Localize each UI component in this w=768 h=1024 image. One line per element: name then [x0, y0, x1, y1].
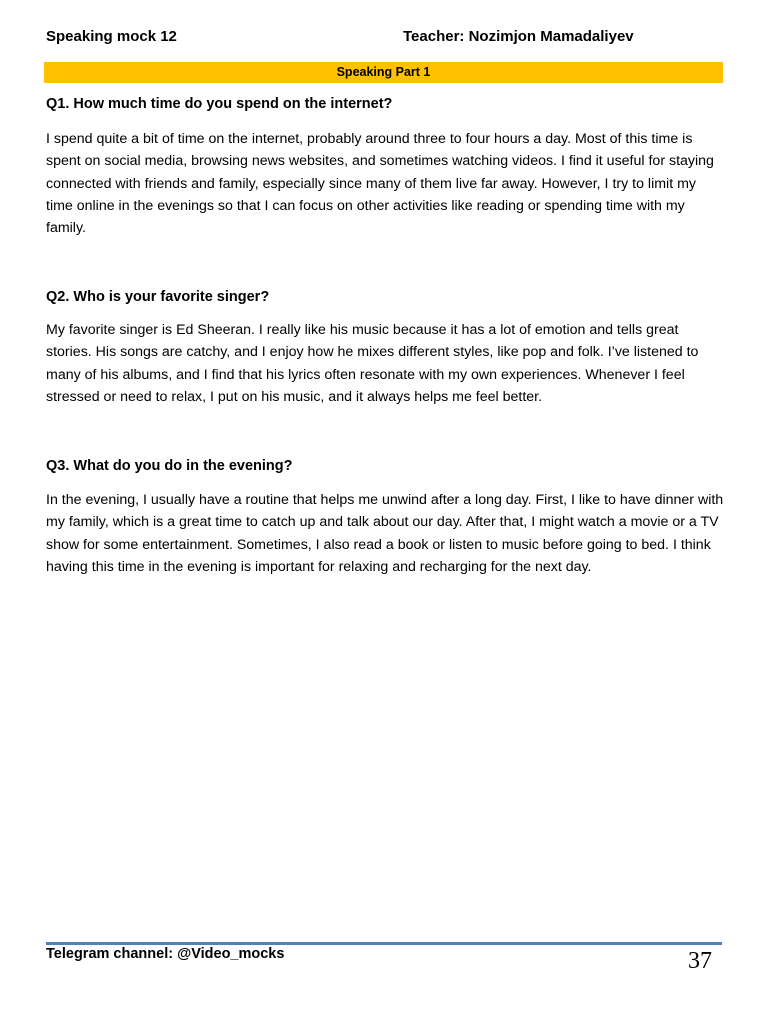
section-heading-bar	[44, 62, 723, 83]
answer-1: I spend quite a bit of time on the internet, probably around three to four hours a day. Most of this time is spent on social media, browsing news websites, and sometimes watching videos. I find it useful for staying connected with friends and family, especially since many of them live far away. However, I try to limit my time online in the evenings so that I can focus on other activities like reading or spending time with my family.	[46, 131, 714, 237]
document-title: Speaking mock 12	[46, 28, 177, 45]
page-number: 37	[688, 948, 712, 974]
footer-divider	[46, 942, 722, 945]
telegram-channel: Telegram channel: @Video_mocks	[46, 946, 285, 962]
answer-2: My favorite singer is Ed Sheeran. I really like his music because it has a lot of emotion and tells great stories. His songs are catchy, and I enjoy how he mixes different styles, like pop and folk. I’ve listened to many of his albums, and I find that his lyrics often resonate with my own experiences. Whenever I feel stressed or need to relax, I put on his music, and it always helps me feel better.	[46, 322, 699, 405]
answer-3: In the evening, I usually have a routine that helps me unwind after a long day. First, I like to have dinner with my family, which is a great time to catch up and talk about our day. After that, I might watch a movie or a TV show for some entertainment. Sometimes, I also read a book or listen to music before going to bed. I think having this time in the evening is important for relaxing and recharging for the next day.	[46, 492, 724, 575]
section-heading-label: Speaking Part 1	[336, 65, 431, 79]
teacher-name: Teacher: Nozimjon Mamadaliyev	[403, 28, 634, 45]
question-3: Q3. What do you do in the evening?	[46, 458, 293, 474]
question-1: Q1. How much time do you spend on the internet?	[46, 96, 393, 112]
question-2: Q2. Who is your favorite singer?	[46, 289, 270, 305]
